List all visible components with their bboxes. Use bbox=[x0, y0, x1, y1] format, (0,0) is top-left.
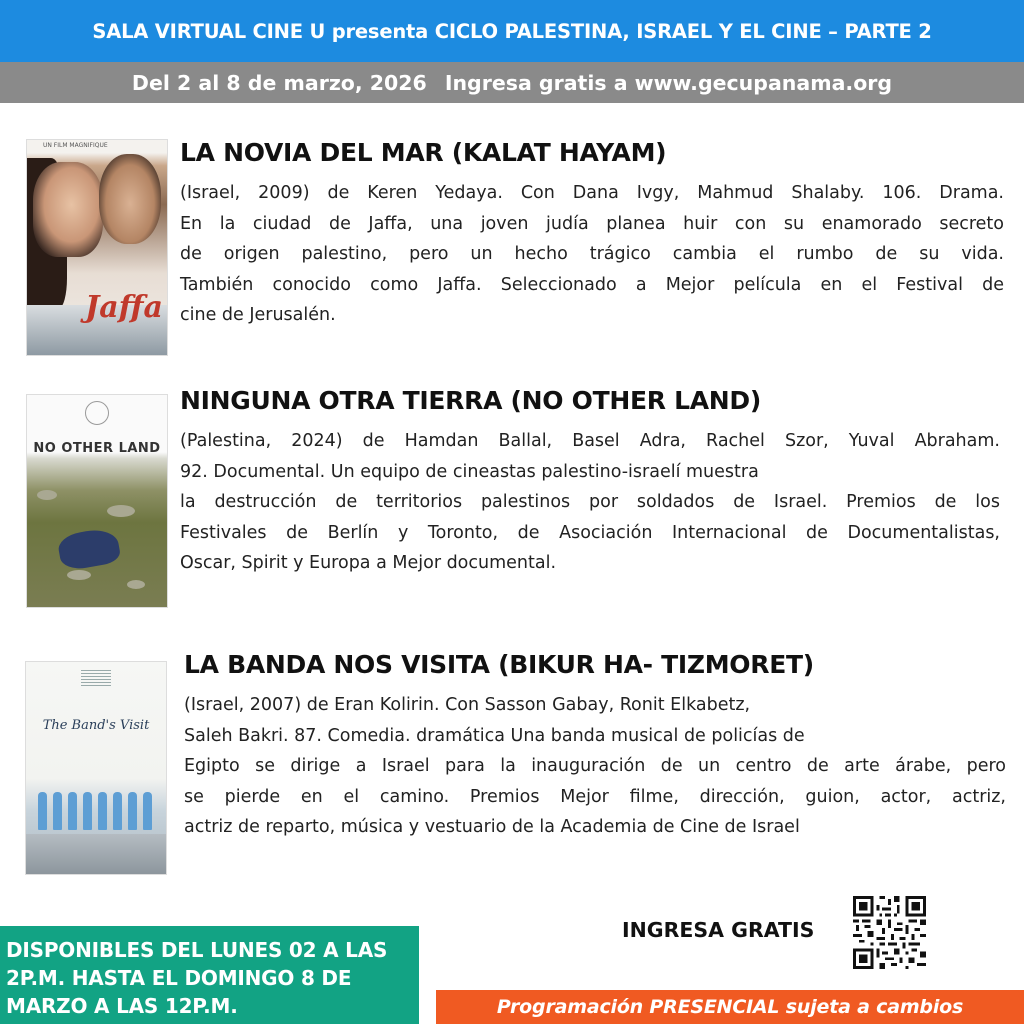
ingresa-gratis-label: INGRESA GRATIS bbox=[622, 918, 815, 942]
header-banner bbox=[0, 0, 1024, 62]
poster-title: NO OTHER LAND bbox=[33, 441, 161, 456]
desc-line: Festivales de Berlín y Toronto, de Asociación Internacional de Documentalistas, bbox=[180, 522, 1000, 543]
desc-line: Oscar, Spirit y Europa a Mejor documental. bbox=[180, 553, 557, 573]
desc-line: actriz de reparto, música y vestuario de la Academia de Cine de Israel bbox=[184, 817, 800, 837]
header-title: SALA VIRTUAL CINE U presenta CICLO PALESTINA, ISRAEL Y EL CINE – PARTE 2 bbox=[92, 19, 932, 43]
desc-line: (Palestina, 2024) de Hamdan Ballal, Basel Adra, Rachel Szor, Yuval Abraham. bbox=[180, 431, 1000, 451]
desc-line: la destrucción de territorios palestinos por soldados de Israel. Premios de los bbox=[180, 492, 1000, 512]
desc-line: cine de Jerusalén. bbox=[180, 305, 336, 325]
poster-title: The Band's Visit bbox=[42, 718, 150, 733]
presencial-notice-text: Programación PRESENCIAL sujeta a cambios bbox=[496, 996, 964, 1018]
availability-box bbox=[0, 926, 419, 1024]
poster-tagline: UN FILM MAGNIFIQUE bbox=[43, 142, 108, 149]
film-title: NINGUNA OTRA TIERRA (NO OTHER LAND) bbox=[180, 386, 761, 415]
desc-line: 92. Documental. Un equipo de cineastas palestino-israelí muestra bbox=[180, 461, 759, 482]
header-access[interactable]: Ingresa gratis a www.gecupanama.org bbox=[444, 70, 893, 95]
desc-line: Saleh Bakri. 87. Comedia. dramática Una banda musical de policías de bbox=[184, 725, 805, 746]
film-description bbox=[184, 690, 1006, 843]
poster-bands-visit bbox=[26, 662, 166, 874]
film-description bbox=[180, 426, 1000, 579]
film-title: LA NOVIA DEL MAR (KALAT HAYAM) bbox=[180, 138, 667, 167]
date-bar bbox=[0, 62, 1024, 103]
desc-line: (Israel, 2007) de Eran Kolirin. Con Sasson Gabay, Ronit Elkabetz, bbox=[184, 695, 751, 715]
availability-line: 2P.M. HASTA EL DOMINGO 8 DE bbox=[6, 966, 352, 990]
film-title: LA BANDA NOS VISITA (BIKUR HA- TIZMORET) bbox=[184, 650, 814, 679]
availability-line: MARZO A LAS 12P.M. bbox=[6, 994, 238, 1018]
header-dates: Del 2 al 8 de marzo, 2026 bbox=[131, 70, 427, 95]
poster-title: Jaffa bbox=[85, 290, 163, 325]
availability-line: DISPONIBLES DEL LUNES 02 A LAS bbox=[6, 938, 388, 962]
desc-line: También conocido como Jaffa. Seleccionado a Mejor película en el Festival de bbox=[180, 274, 1004, 295]
poster-jaffa bbox=[27, 140, 167, 355]
desc-line: En la ciudad de Jaffa, una joven judía planea huir con su enamorado secreto bbox=[180, 213, 1004, 234]
desc-line: (Israel, 2009) de Keren Yedaya. Con Dana Ivgy, Mahmud Shalaby. 106. Drama. bbox=[180, 183, 1004, 203]
poster-no-other-land bbox=[27, 395, 167, 607]
presencial-notice bbox=[436, 990, 1024, 1024]
qr-code-icon[interactable] bbox=[853, 896, 926, 969]
desc-line: Egipto se dirige a Israel para la inauguración de un centro de arte árabe, pero bbox=[184, 756, 1006, 776]
desc-line: se pierde en el camino. Premios Mejor filme, dirección, guion, actor, actriz, bbox=[184, 786, 1006, 807]
desc-line: de origen palestino, pero un hecho trágico cambia el rumbo de su vida. bbox=[180, 244, 1004, 264]
film-description bbox=[180, 178, 1004, 331]
